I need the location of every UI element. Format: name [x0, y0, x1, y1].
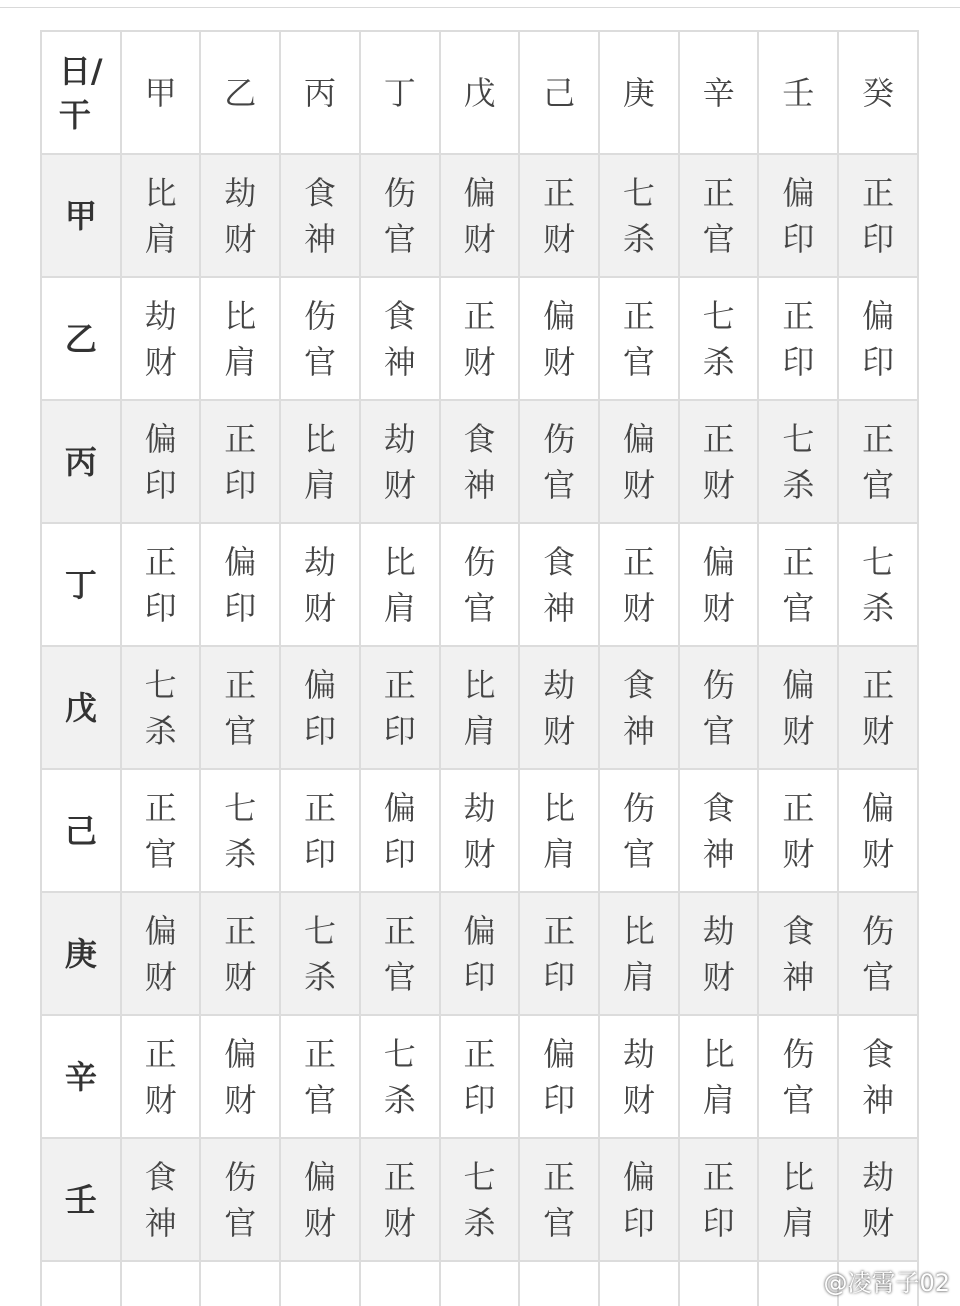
- table-cell: [440, 523, 520, 646]
- table-cell: [121, 523, 201, 646]
- cell-label: 劫财: [304, 542, 337, 627]
- header-row: [41, 31, 918, 154]
- row-header-label: 己: [64, 811, 97, 850]
- table-cell: [200, 1015, 280, 1138]
- table-cell: [758, 1138, 838, 1261]
- row-header-cell: [41, 892, 121, 1015]
- table-cell: [440, 892, 520, 1015]
- table-cell: [280, 769, 360, 892]
- cell-label: 偏印: [383, 788, 416, 873]
- table-row: [41, 523, 918, 646]
- row-header-label: 壬: [64, 1180, 97, 1219]
- row-header-label: 甲: [64, 196, 97, 235]
- table-cell: [280, 154, 360, 277]
- table-row: [41, 769, 918, 892]
- cell-label: 正财: [383, 1157, 416, 1242]
- cell-label: 食神: [862, 1034, 895, 1119]
- row-header-cell: [41, 154, 121, 277]
- table-row: [41, 154, 918, 277]
- cell-label: 伤官: [383, 173, 416, 258]
- table-cell: [679, 892, 759, 1015]
- cell-label: 正印: [702, 1157, 735, 1242]
- table-cell: [599, 400, 679, 523]
- cell-label: 偏财: [543, 296, 576, 381]
- table-cell: [280, 523, 360, 646]
- table-body: [41, 154, 918, 1306]
- cell-label: 正官: [862, 419, 895, 504]
- cell-label: 伤官: [782, 1034, 815, 1119]
- cell-label: 正官: [782, 542, 815, 627]
- table-row: [41, 1015, 918, 1138]
- table-cell: [440, 1015, 520, 1138]
- table-cell: [758, 523, 838, 646]
- ten-gods-table-container: [40, 30, 920, 1306]
- cell-label: 偏印: [304, 665, 337, 750]
- cell-label: 食神: [782, 911, 815, 996]
- cell-label: 正财: [224, 911, 257, 996]
- cell-label: 七杀: [782, 419, 815, 504]
- cell-label: 正财: [782, 788, 815, 873]
- cell-label: 正印: [383, 665, 416, 750]
- cell-label: 食神: [543, 542, 576, 627]
- table-cell: [121, 1261, 201, 1306]
- cell-label: 劫财: [463, 788, 496, 873]
- table-cell: [360, 769, 440, 892]
- column-header-cell: [121, 31, 201, 154]
- table-cell: [679, 154, 759, 277]
- row-header-label: 丙: [64, 442, 97, 481]
- cell-label: 偏财: [702, 542, 735, 627]
- table-cell: [838, 769, 918, 892]
- table-cell: [599, 769, 679, 892]
- column-header-label: 丁: [383, 73, 416, 112]
- column-header-label: 庚: [622, 73, 655, 112]
- cell-label: 正官: [144, 788, 177, 873]
- table-row: [41, 277, 918, 400]
- column-header-cell: [440, 31, 520, 154]
- table-cell: [280, 277, 360, 400]
- cell-label: 偏印: [543, 1034, 576, 1119]
- table-cell: [200, 523, 280, 646]
- row-header-cell: [41, 1015, 121, 1138]
- corner-label-top: 日/: [58, 51, 103, 90]
- table-cell: [758, 646, 838, 769]
- corner-label-bottom: 干: [58, 95, 91, 134]
- cell-label: 正财: [144, 1034, 177, 1119]
- cell-label: 正官: [622, 296, 655, 381]
- table-cell: [360, 892, 440, 1015]
- cell-label: 劫财: [543, 665, 576, 750]
- cell-label: 伤官: [463, 542, 496, 627]
- column-header-label: 乙: [224, 73, 257, 112]
- corner-cell: [41, 31, 121, 154]
- table-cell: [200, 769, 280, 892]
- cell-label: 正印: [304, 788, 337, 873]
- cell-label: 七杀: [622, 173, 655, 258]
- cell-label: 偏财: [862, 788, 895, 873]
- cell-label: 正印: [144, 542, 177, 627]
- cell-label: 偏印: [144, 419, 177, 504]
- table-cell: [599, 277, 679, 400]
- table-cell: [519, 646, 599, 769]
- cell-label: 偏财: [144, 911, 177, 996]
- row-header-cell: [41, 523, 121, 646]
- table-cell: [679, 646, 759, 769]
- cell-label: 正印: [782, 296, 815, 381]
- cell-label: 比肩: [782, 1157, 815, 1242]
- cell-label: 偏印: [463, 911, 496, 996]
- cell-label: 食神: [463, 419, 496, 504]
- table-cell: [599, 1261, 679, 1306]
- table-cell: [440, 154, 520, 277]
- table-cell: [838, 523, 918, 646]
- cell-label: 比肩: [224, 296, 257, 381]
- cell-label: 七杀: [702, 296, 735, 381]
- cell-label: 比肩: [144, 173, 177, 258]
- table-cell: [121, 1015, 201, 1138]
- table-cell: [758, 400, 838, 523]
- cell-label: 正官: [224, 665, 257, 750]
- cell-label: 正官: [304, 1034, 337, 1119]
- table-cell: [200, 1138, 280, 1261]
- cell-label: 偏印: [224, 542, 257, 627]
- row-header-cell: [41, 769, 121, 892]
- row-header-label: 庚: [64, 934, 97, 973]
- table-cell: [280, 646, 360, 769]
- table-cell: [599, 646, 679, 769]
- table-cell: [519, 400, 599, 523]
- table-cell: [838, 1138, 918, 1261]
- table-cell: [838, 1015, 918, 1138]
- table-cell: [679, 277, 759, 400]
- cell-label: 偏印: [622, 1157, 655, 1242]
- table-cell: [519, 1015, 599, 1138]
- cell-label: 比肩: [622, 911, 655, 996]
- cell-label: 比肩: [463, 665, 496, 750]
- table-cell: [360, 277, 440, 400]
- table-cell: [440, 646, 520, 769]
- cell-label: 七杀: [463, 1157, 496, 1242]
- table-cell: [360, 1015, 440, 1138]
- cell-label: 正财: [543, 173, 576, 258]
- table-row: [41, 646, 918, 769]
- table-cell: [121, 400, 201, 523]
- table-cell: [360, 1261, 440, 1306]
- table-cell: [519, 523, 599, 646]
- table-cell: [121, 769, 201, 892]
- cell-label: 正财: [862, 665, 895, 750]
- row-header-label: 丁: [64, 565, 97, 604]
- watermark: [783, 1263, 950, 1298]
- table-cell: [519, 1261, 599, 1306]
- row-header-cell: [41, 646, 121, 769]
- column-header-label: 丙: [304, 73, 337, 112]
- cell-label: 七杀: [224, 788, 257, 873]
- cell-label: 偏财: [463, 173, 496, 258]
- table-cell: [121, 646, 201, 769]
- cell-label: 劫财: [383, 419, 416, 504]
- cell-label: 比肩: [304, 419, 337, 504]
- table-cell: [838, 646, 918, 769]
- column-header-label: 壬: [782, 73, 815, 112]
- table-cell: [679, 1261, 759, 1306]
- table-cell: [280, 892, 360, 1015]
- table-cell: [280, 1015, 360, 1138]
- cell-label: 食神: [144, 1157, 177, 1242]
- table-cell: [200, 400, 280, 523]
- watermark-text: @凌霄子02: [823, 1269, 950, 1297]
- cell-label: 伤官: [622, 788, 655, 873]
- table-cell: [360, 400, 440, 523]
- table-cell: [360, 523, 440, 646]
- cell-label: 食神: [304, 173, 337, 258]
- row-header-cell: [41, 1138, 121, 1261]
- cell-label: 正官: [702, 173, 735, 258]
- table-cell: [280, 1261, 360, 1306]
- cell-label: 七杀: [144, 665, 177, 750]
- table-cell: [679, 400, 759, 523]
- table-cell: [838, 892, 918, 1015]
- table-cell: [440, 400, 520, 523]
- cell-label: 偏财: [304, 1157, 337, 1242]
- cell-label: 伤官: [702, 665, 735, 750]
- table-row: [41, 892, 918, 1015]
- cell-label: 偏财: [782, 665, 815, 750]
- table-cell: [758, 1015, 838, 1138]
- table-cell: [679, 523, 759, 646]
- cell-label: 伤官: [543, 419, 576, 504]
- row-header-label: 乙: [64, 319, 97, 358]
- cell-label: 偏财: [224, 1034, 257, 1119]
- cell-label: 食神: [622, 665, 655, 750]
- row-header-label: 辛: [64, 1057, 97, 1096]
- cell-label: 正官: [383, 911, 416, 996]
- table-cell: [200, 1261, 280, 1306]
- cell-label: 偏印: [782, 173, 815, 258]
- table-cell: [121, 892, 201, 1015]
- table-cell: [121, 1138, 201, 1261]
- top-divider: [0, 7, 960, 8]
- column-header-cell: [599, 31, 679, 154]
- cell-label: 七杀: [304, 911, 337, 996]
- cell-label: 劫财: [144, 296, 177, 381]
- table-cell: [519, 277, 599, 400]
- table-cell: [758, 154, 838, 277]
- table-cell: [599, 1015, 679, 1138]
- table-cell: [519, 892, 599, 1015]
- column-header-cell: [519, 31, 599, 154]
- table-cell: [360, 154, 440, 277]
- table-cell: [280, 400, 360, 523]
- ten-gods-table: [40, 30, 919, 1306]
- cell-label: 七杀: [862, 542, 895, 627]
- table-cell: [519, 769, 599, 892]
- table-row: [41, 1138, 918, 1261]
- cell-label: 伤官: [304, 296, 337, 381]
- table-cell: [838, 154, 918, 277]
- table-cell: [519, 1138, 599, 1261]
- table-cell: [360, 646, 440, 769]
- cell-label: 比肩: [702, 1034, 735, 1119]
- table-cell: [200, 154, 280, 277]
- weibo-icon: [783, 1269, 817, 1293]
- cell-label: 正印: [543, 911, 576, 996]
- table-cell: [440, 1138, 520, 1261]
- table-cell: [200, 892, 280, 1015]
- cell-label: 七杀: [383, 1034, 416, 1119]
- cell-label: 食神: [383, 296, 416, 381]
- column-header-cell: [280, 31, 360, 154]
- cell-label: 比肩: [383, 542, 416, 627]
- cell-label: 伤官: [862, 911, 895, 996]
- column-header-label: 戊: [463, 73, 496, 112]
- cell-label: 劫财: [622, 1034, 655, 1119]
- table-cell: [679, 1138, 759, 1261]
- cell-label: 伤官: [224, 1157, 257, 1242]
- column-header-cell: [200, 31, 280, 154]
- cell-label: 食神: [702, 788, 735, 873]
- row-header-label: 戊: [64, 688, 97, 727]
- cell-label: 正财: [463, 296, 496, 381]
- table-cell: [440, 769, 520, 892]
- table-cell: [599, 154, 679, 277]
- cell-label: 劫财: [702, 911, 735, 996]
- table-cell: [599, 1138, 679, 1261]
- table-cell: [599, 523, 679, 646]
- table-cell: [599, 892, 679, 1015]
- table-cell: [200, 646, 280, 769]
- table-cell: [360, 1138, 440, 1261]
- cell-label: 比肩: [543, 788, 576, 873]
- cell-label: 正财: [702, 419, 735, 504]
- table-cell: [679, 769, 759, 892]
- column-header-label: 甲: [144, 73, 177, 112]
- column-header-cell: [679, 31, 759, 154]
- column-header-cell: [360, 31, 440, 154]
- table-cell: [838, 277, 918, 400]
- row-header-cell: [41, 277, 121, 400]
- cell-label: 正印: [224, 419, 257, 504]
- cell-label: 正印: [862, 173, 895, 258]
- column-header-cell: [838, 31, 918, 154]
- table-cell: [758, 277, 838, 400]
- cell-label: 偏印: [862, 296, 895, 381]
- table-cell: [41, 1261, 121, 1306]
- column-header-label: 辛: [702, 73, 735, 112]
- table-cell: [758, 769, 838, 892]
- table-cell: [440, 277, 520, 400]
- cell-label: 正官: [543, 1157, 576, 1242]
- row-header-cell: [41, 400, 121, 523]
- table-cell: [679, 1015, 759, 1138]
- cell-label: 劫财: [224, 173, 257, 258]
- cell-label: 正印: [463, 1034, 496, 1119]
- table-row: [41, 400, 918, 523]
- column-header-label: 己: [543, 73, 576, 112]
- table-cell: [280, 1138, 360, 1261]
- table-cell: [440, 1261, 520, 1306]
- table-cell: [200, 277, 280, 400]
- cell-label: 偏财: [622, 419, 655, 504]
- table-cell: [758, 892, 838, 1015]
- column-header-label: 癸: [862, 73, 895, 112]
- table-cell: [519, 154, 599, 277]
- table-cell: [121, 154, 201, 277]
- cell-label: 正财: [622, 542, 655, 627]
- cell-label: 劫财: [862, 1157, 895, 1242]
- table-cell: [838, 400, 918, 523]
- column-header-cell: [758, 31, 838, 154]
- table-cell: [121, 277, 201, 400]
